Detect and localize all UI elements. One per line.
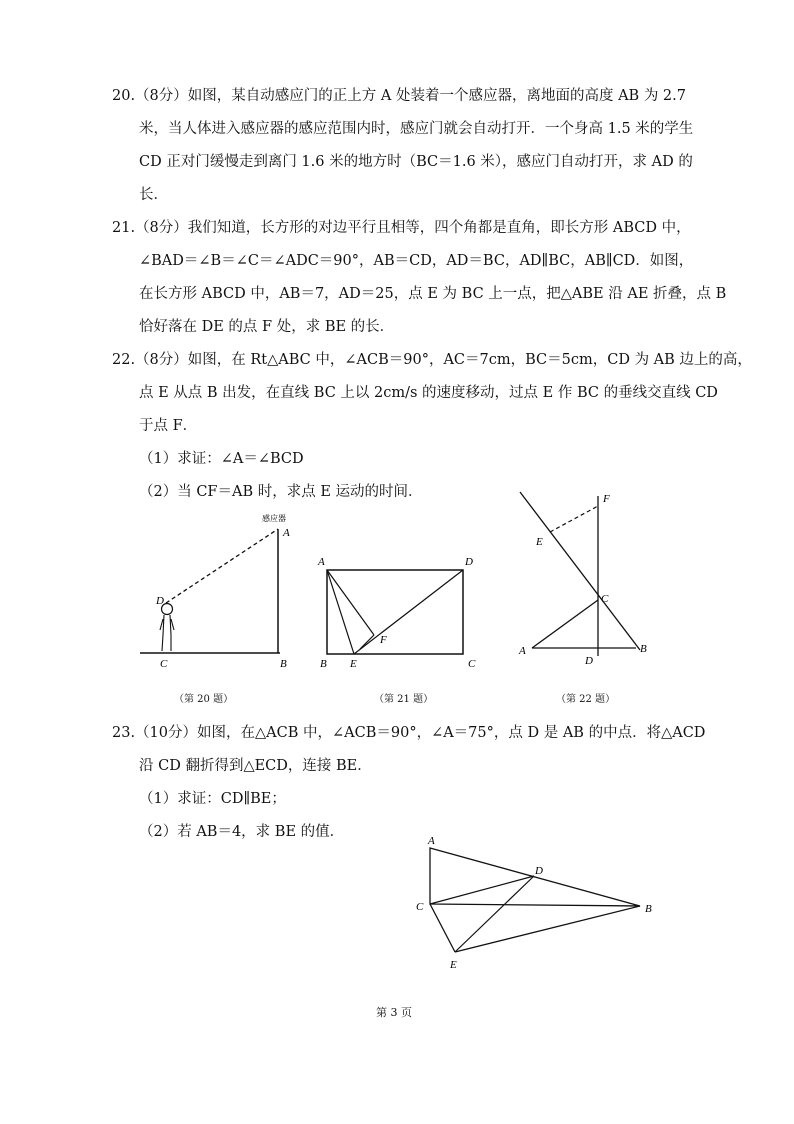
q21-line-3: 在长方形 ABCD 中，AB＝7，AD＝25，点 E 为 BC 上一点，把△ABE 沿 AE 折叠，点 B — [139, 286, 727, 302]
fig21-label-b: B — [320, 658, 327, 670]
q23-line-1: 23.（10分）如图，在△ACB 中，∠ACB＝90°，∠A＝75°，点 D 是 AB 的中点．将△ACD — [112, 725, 706, 741]
fig23-label-b: B — [645, 903, 652, 915]
q22-line-3: 于点 F． — [139, 418, 198, 434]
q22-line-2: 点 E 从点 B 出发，在直线 BC 上以 2cm/s 的速度移动，过点 E 作 BC 的垂线交直线 CD — [139, 385, 718, 401]
q21-line-1: 21.（8分）我们知道，长方形的对边平行且相等，四个角都是直角，即长方形 ABCD 中， — [112, 220, 691, 236]
page-number: 第 3 页 — [376, 1006, 412, 1019]
fig20-label-d: D — [156, 595, 164, 607]
fig20-label-a: A — [283, 527, 290, 539]
fig21-label-f: F — [380, 634, 387, 646]
q21-line-4: 恰好落在 DE 的点 F 处，求 BE 的长． — [139, 319, 395, 335]
fig23-label-a: A — [428, 835, 435, 847]
fig21-label-d: D — [465, 556, 473, 568]
q20-line-4: 长． — [139, 187, 168, 203]
fig22-label-e: E — [536, 536, 543, 548]
fig22-label-a: A — [519, 645, 526, 657]
figure-20 — [140, 505, 300, 675]
figure-21 — [312, 545, 487, 675]
fig22-label-c: C — [601, 593, 609, 605]
fig21-label-e: E — [350, 658, 357, 670]
figure-23 — [410, 830, 670, 975]
q23-line-4: （2）若 AB＝4，求 BE 的值． — [139, 824, 345, 840]
fig20-sensor-label: 感应器 — [262, 514, 286, 523]
fig21-caption: （第 21 题） — [374, 694, 434, 705]
fig20-label-b: B — [280, 658, 287, 670]
q22-line-5: （2）当 CF＝AB 时，求点 E 运动的时间． — [139, 484, 423, 500]
fig22-label-f: F — [603, 493, 610, 505]
fig22-label-b: B — [640, 643, 647, 655]
fig22-caption: （第 22 题） — [556, 694, 616, 705]
q21-line-2: ∠BAD＝∠B＝∠C＝∠ADC＝90°，AB＝CD，AD＝BC，AD∥BC，AB∥CD．如图， — [139, 253, 694, 269]
q22-line-4: （1）求证：∠A＝∠BCD — [139, 451, 304, 467]
fig21-label-a: A — [318, 556, 325, 568]
figure-22 — [510, 488, 670, 678]
fig23-label-c: C — [416, 901, 424, 913]
q20-line-3: CD 正对门缓慢走到离门 1.6 米的地方时（BC＝1.6 米），感应门自动打开，求 AD 的 — [139, 154, 693, 170]
q20-line-2: 米，当人体进入感应器的感应范围内时，感应门就会自动打开．一个身高 1.5 米的学生 — [139, 121, 694, 137]
q23-line-2: 沿 CD 翻折得到△ECD，连接 BE． — [139, 758, 372, 774]
fig22-label-d: D — [585, 655, 593, 667]
q20-line-1: 20.（8分）如图，某自动感应门的正上方 A 处装着一个感应器，离地面的高度 AB 为 2.7 — [112, 88, 686, 104]
q22-line-1: 22.（8分）如图，在 Rt△ABC 中，∠ACB＝90°，AC＝7cm，BC＝5cm，CD 为 AB 边上的高， — [112, 352, 752, 368]
fig20-label-c: C — [160, 658, 168, 670]
fig23-label-d: D — [535, 865, 543, 877]
fig20-caption: （第 20 题） — [174, 694, 234, 705]
fig21-label-c: C — [468, 658, 476, 670]
fig23-label-e: E — [450, 959, 457, 971]
q23-line-3: （1）求证：CD∥BE； — [139, 791, 286, 807]
